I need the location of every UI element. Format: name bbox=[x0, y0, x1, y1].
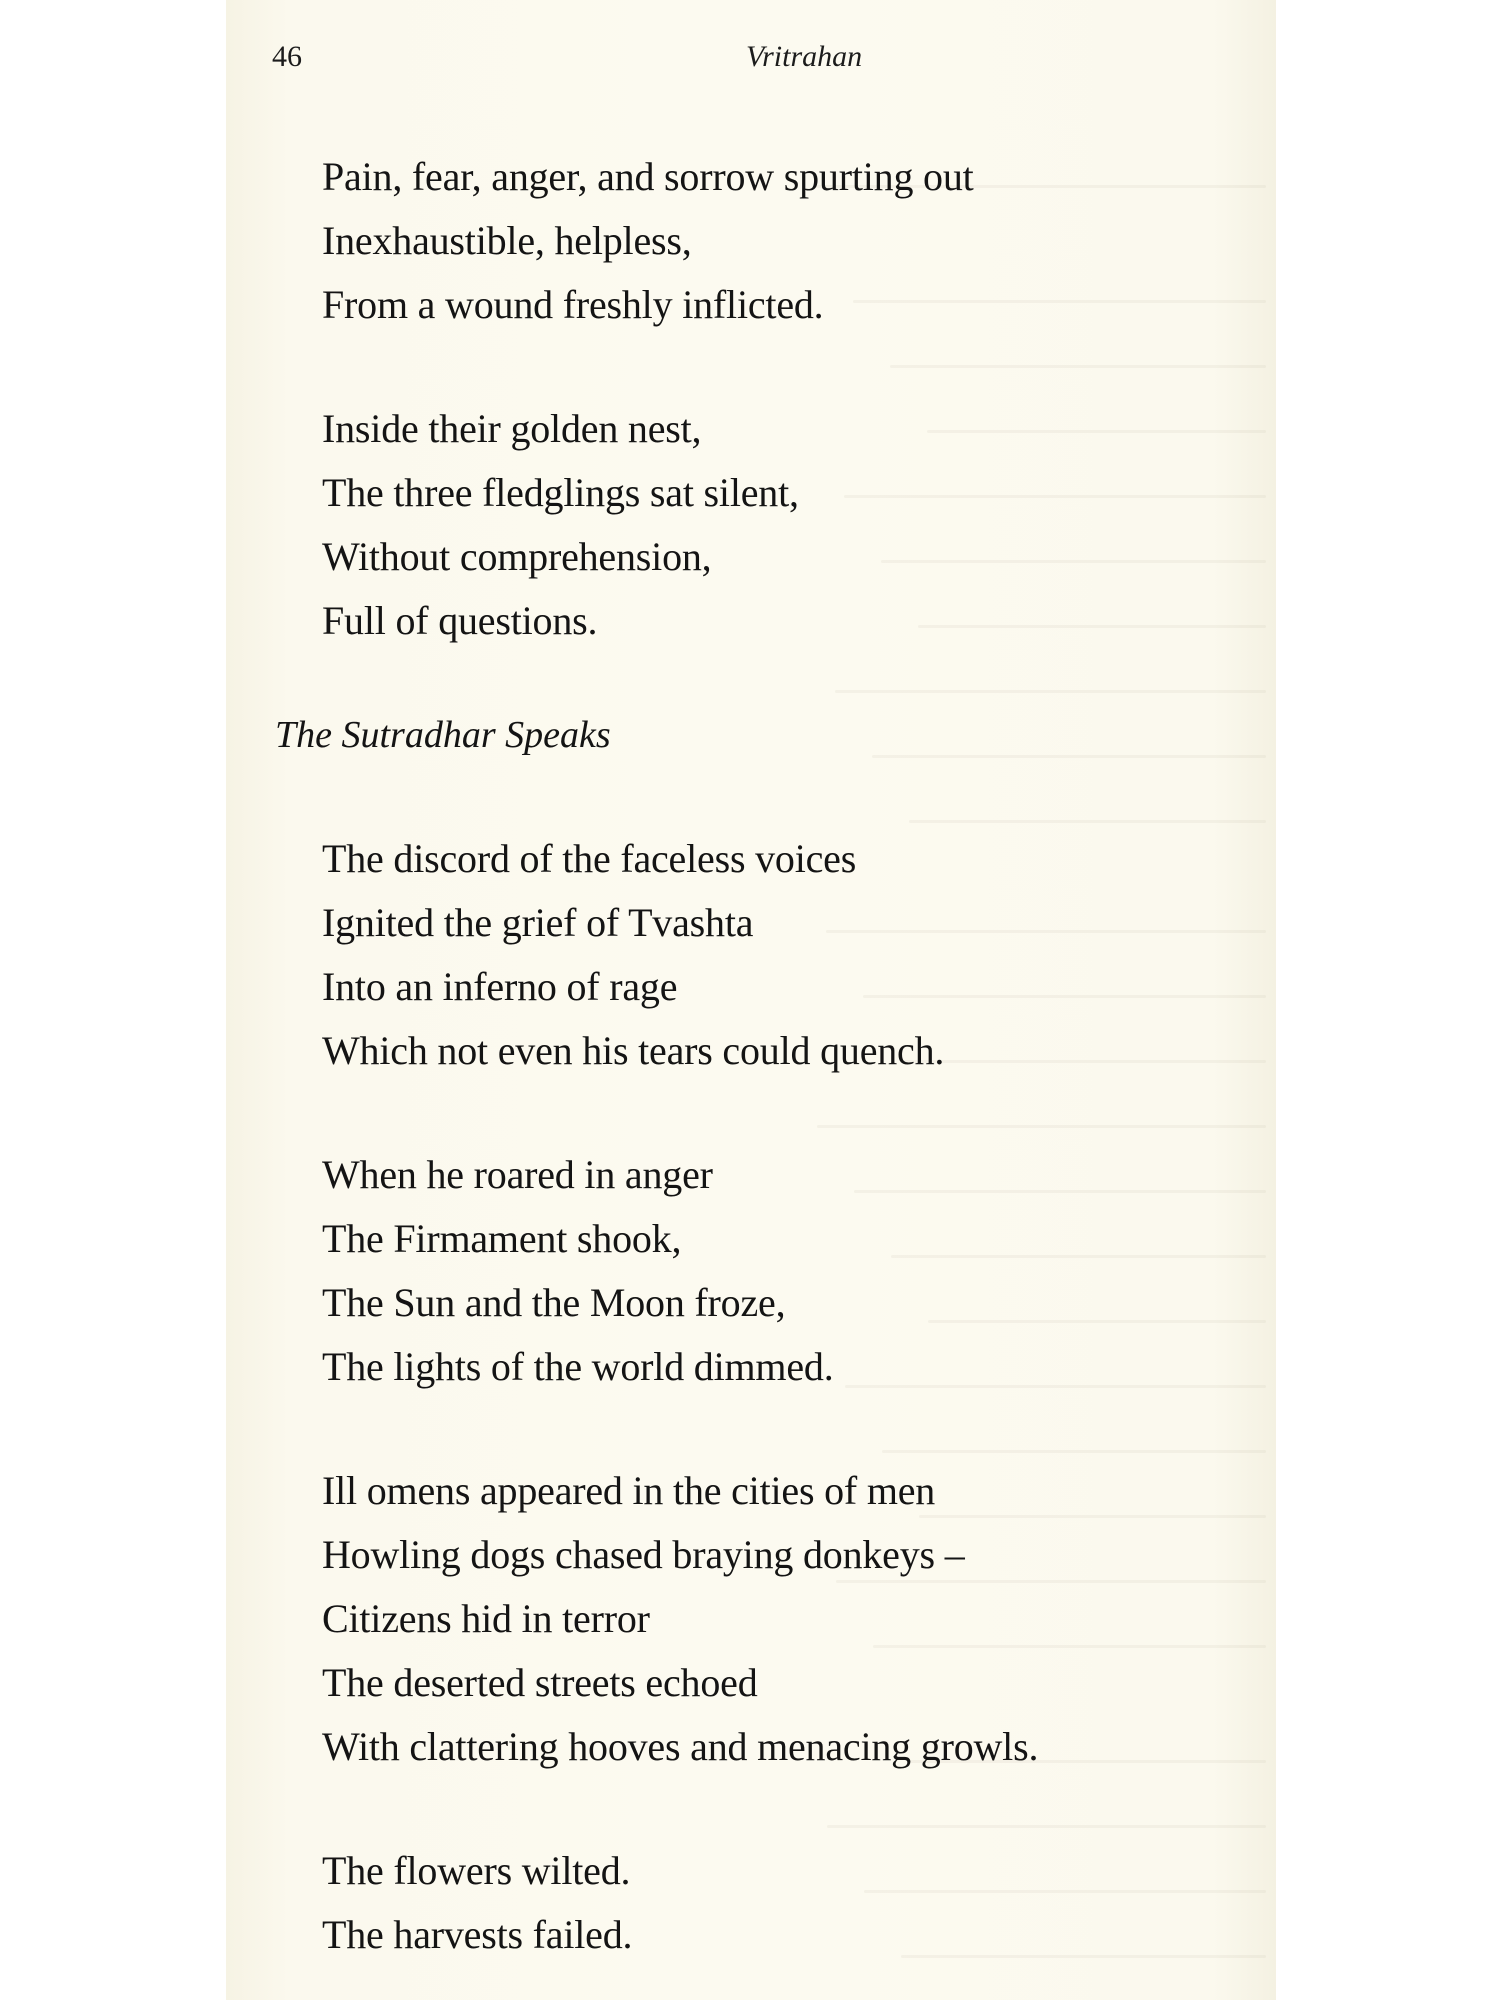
poem-line: The lights of the world dimmed. bbox=[322, 1344, 834, 1389]
poem-line: When he roared in anger bbox=[322, 1152, 713, 1197]
running-title: Vritrahan bbox=[746, 40, 863, 73]
poem-line: The three fledglings sat silent, bbox=[322, 470, 799, 515]
poem-line: Without comprehension, bbox=[322, 534, 712, 579]
stanza bbox=[322, 145, 1262, 337]
poem-line: The flowers wilted. bbox=[322, 1848, 631, 1893]
stanza bbox=[322, 1459, 1262, 1779]
poem-line: Pain, fear, anger, and sorrow spurting out bbox=[322, 154, 974, 199]
poem-line: Ignited the grief of Tvashta bbox=[322, 900, 754, 945]
stanza bbox=[322, 397, 1262, 653]
poem-line: Inside their golden nest, bbox=[322, 406, 702, 451]
page-number: 46 bbox=[272, 40, 302, 73]
poem-line: The discord of the faceless voices bbox=[322, 836, 857, 881]
poem-line: Howling dogs chased braying donkeys – bbox=[322, 1532, 965, 1577]
stanza bbox=[322, 1839, 1262, 1967]
poem-text bbox=[275, 145, 1262, 2000]
book-page bbox=[226, 0, 1276, 2000]
poem-line: Citizens hid in terror bbox=[322, 1596, 650, 1641]
poem-line: Which not even his tears could quench. bbox=[322, 1028, 945, 1073]
poem-line: The Firmament shook, bbox=[322, 1216, 682, 1261]
section-heading: The Sutradhar Speaks bbox=[275, 714, 611, 756]
poem-line: From a wound freshly inflicted. bbox=[322, 282, 824, 327]
poem-line: Inexhaustible, helpless, bbox=[322, 218, 692, 263]
poem-line: The Sun and the Moon froze, bbox=[322, 1280, 786, 1325]
poem-line: With clattering hooves and menacing growls. bbox=[322, 1724, 1039, 1769]
poem-line: Ill omens appeared in the cities of men bbox=[322, 1468, 936, 1513]
poem-line: The harvests failed. bbox=[322, 1912, 633, 1957]
poem-line: The deserted streets echoed bbox=[322, 1660, 758, 1705]
stanza bbox=[322, 1143, 1262, 1399]
poem-line: Full of questions. bbox=[322, 598, 598, 643]
poem-line: Into an inferno of rage bbox=[322, 964, 678, 1009]
stanza bbox=[322, 827, 1262, 1083]
